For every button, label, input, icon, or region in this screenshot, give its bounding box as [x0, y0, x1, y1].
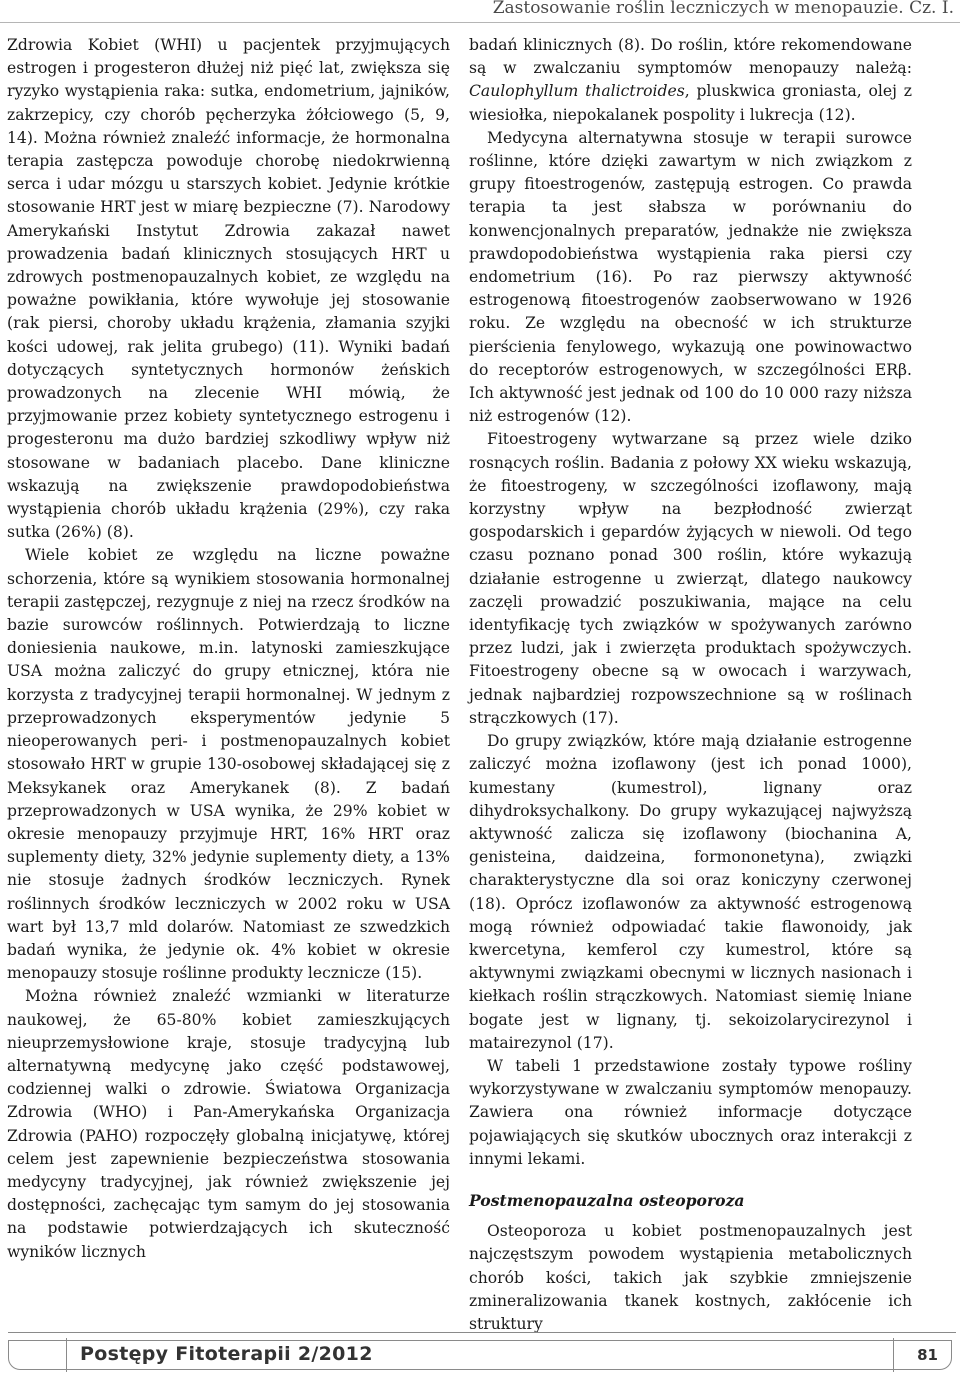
footer-divider [893, 1338, 894, 1372]
left-column [7, 34, 450, 1264]
latin-species-name: Caulophyllum thalictroides [469, 82, 685, 101]
section-heading: Postmenopauzalna osteoporoza [469, 1190, 745, 1210]
header-rule [0, 22, 960, 23]
page-number: 81 [917, 1346, 938, 1364]
paragraph: Można również znaleźć wzmianki w literaturze naukowej, że 65-80% kobiet zamieszkujących nieuprzemysłowione kraje, stosuje tradycyjną lub alternatywną medycynę jako część podstawowej, codziennej walki o zdrowie. Światowa Organizacja Zdrowia (WHO) i Pan-Amerykańska Organizacja Zdrowia (PAHO) rozpoczęły globalną inicjatywę, której celem jest zapewnienie bezpieczeństwa stosowania medycyny tradycyjnej, jak również zwiększenie jej dostępności, zachęcając tym samym do jej stosowania na podstawie potwierdzających ich skuteczność wyników licznych [7, 987, 450, 1261]
footer-divider [66, 1338, 67, 1372]
paragraph: Do grupy związków, które mają działanie estrogenne zaliczyć można izoflawony (jest ich ponad 1000), kumestany (kumestrol), lignany oraz dihydroksychalkony. Do grupy wykazującej najwyższą aktywność zalicza się izoflawony (biochanina A, genisteina, daidzeina, formononetyna), związki charakterystyczne dla soi oraz koniczyny czerwonej (18). Oprócz izoflawonów za aktywność estrogenową mogą również odpowiadać takie flawonoidy, jak kwercetyna, kemferol czy kumestrol, które są aktywnymi związkami obecnymi w licznych nasionach i kiełkach roślin strączkowych. Natomiast siemię lniane bogate jest w lignany, tj. sekoizolarycirezynol i matairezynol (17). [469, 732, 912, 1052]
paragraph: Fitoestrogeny wytwarzane są przez wiele dziko rosnących roślin. Badania z połowy XX wieku wskazują, że fitoestrogeny, w szczególności izoflawony, mają korzystny wpływ na bezpłodność zwierząt gospodarskich i gepardów żyjących w niewoli. Od tego czasu poznano ponad 300 roślin, które wykazują działanie estrogenne u zwierząt, dlatego naukowcy zaczęli prowadzić poszukiwania, mające na celu identyfikację tych związków w spożywanych zarówno przez ludzi, jak i zwierzęta produktach spożywczych. Fitoestrogeny obecne są w owocach i warzywach, jednak najbardziej rozpowszechnione są w roślinach strączkowych (17). [469, 430, 912, 727]
paragraph: Zdrowia Kobiet (WHI) u pacjentek przyjmujących estrogen i progesteron dłużej niż pięć lat, zwiększa się ryzyko wystąpienia raka: sutka, endometrium, jajników, zakrzepicy, czy chorób pęcherzyka żółciowego (5, 9, 14). Można również znaleźć informacje, że hormonalna terapia zastępcza powoduje chorobę niedokrwienną serca i udar mózgu u starszych kobiet. Jedynie krótkie stosowanie HRT jest w miarę bezpieczne (7). Narodowy Amerykański Instytut Zdrowia zakazał nawet prowadzenia badań klinicznych stosujących HRT u zdrowych postmenopauzalnych kobiet, ze względu na poważne powikłania, które wywołuje jej stosowanie (rak piersi, choroby układu krążenia, złamania szyjki kości udowej, rak jelita grubego) (11). Wyniki badań dotyczących syntetycznych hormonów żeńskich prowadzonych na zlecenie WHI mówią, że przyjmowanie przez kobiety syntetycznego estrogenu i progesteronu ma dużo bardziej szkodliwy wpływ niż stosowane w badaniach placebo. Dane kliniczne wskazują na zwiększenie prawdopodobieństwa wystąpienia chorób układu krążenia (29%), czy raka sutka (26%) (8). [7, 36, 450, 542]
journal-name: Postępy Fitoterapii 2/2012 [80, 1343, 373, 1365]
paragraph: Medycyna alternatywna stosuje w terapii surowce roślinne, które dzięki zawartym w nich związkom z grupy fitoestrogenów, zastępują estrogen. Co prawda terapia ta jest słabsza w porównaniu do konwencjonalnych preparatów, jednakże nie zwiększa prawdopodobieństwa wystąpienia raka piersi czy endometrium (16). Po raz pierwszy aktywność estrogenową fitoestrogenów zaobserwowano w 1926 roku. Ze względu na obecność w ich strukturze pierścienia fenylowego, wykazują one powinowactwo do receptorów estrogenowych, w szczególności ERβ. Ich aktywność jest jednak od 100 do 10 000 razy niższa niż estrogenów (12). [469, 128, 912, 426]
paragraph: Wiele kobiet ze względu na liczne poważne schorzenia, które są wynikiem stosowania hormonalnej terapii zastępczej, rezygnuje z niej na rzecz środków na bazie surowców roślinnych. Potwierdzają to liczne doniesienia naukowe, m.in. latynoski zamieszkujące USA można zaliczyć do grupy etnicznej, która nie korzysta z tradycyjnej terapii hormonalnej. W jednym z przeprowadzonych eksperymentów jedynie 5 nieoperowanych peri- i postmenopauzalnych kobiet stosowało HRT w grupie 130-osobowej składającej się z Meksykanek oraz Amerykanek (8). Z badań przeprowadzonych w USA wynika, że 29% kobiet w okresie menopauzy przyjmuje HRT, 16% HRT oraz suplementy diety, 32% jedynie suplementy diety, a 13% nie stosuje żadnych środków leczniczych. Rynek roślinnych środków leczniczych w 2002 roku w USA wart był 13,7 mld dolarów. Natomiast ze szwedzkich badań wynika, że jedynie ok. 4% kobiet w okresie menopauzy stosuje roślinne produkty lecznicze (15). [7, 546, 450, 983]
paragraph: badań klinicznych (8). Do roślin, które rekomendowane są w zwalczaniu symptomów menopauzy należą: Caulophyllum thalictroides, pluskwica groniasta, olej z wiesiołka, niepokalanek pospolity i lukrecja (12). [469, 36, 912, 124]
right-column [469, 34, 912, 1336]
running-title: Zastosowanie roślin leczniczych w menopauzie. Cz. I. [492, 0, 954, 18]
paragraph: W tabeli 1 przedstawione zostały typowe rośliny wykorzystywane w zwalczaniu symptomów menopauzy. Zawiera ona również informacje dotyczące pojawiających się skutków ubocznych oraz interakcji z innymi lekami. [469, 1056, 912, 1168]
paragraph: Osteoporoza u kobiet postmenopauzalnych jest najczęstszym powodem wystąpienia metabolicznych chorób kości, takich jak szybkie zmniejszenie zmineralizowania tkanek kostnych, zakłócenie ich struktury [469, 1222, 912, 1333]
footer-rule [8, 1332, 956, 1333]
